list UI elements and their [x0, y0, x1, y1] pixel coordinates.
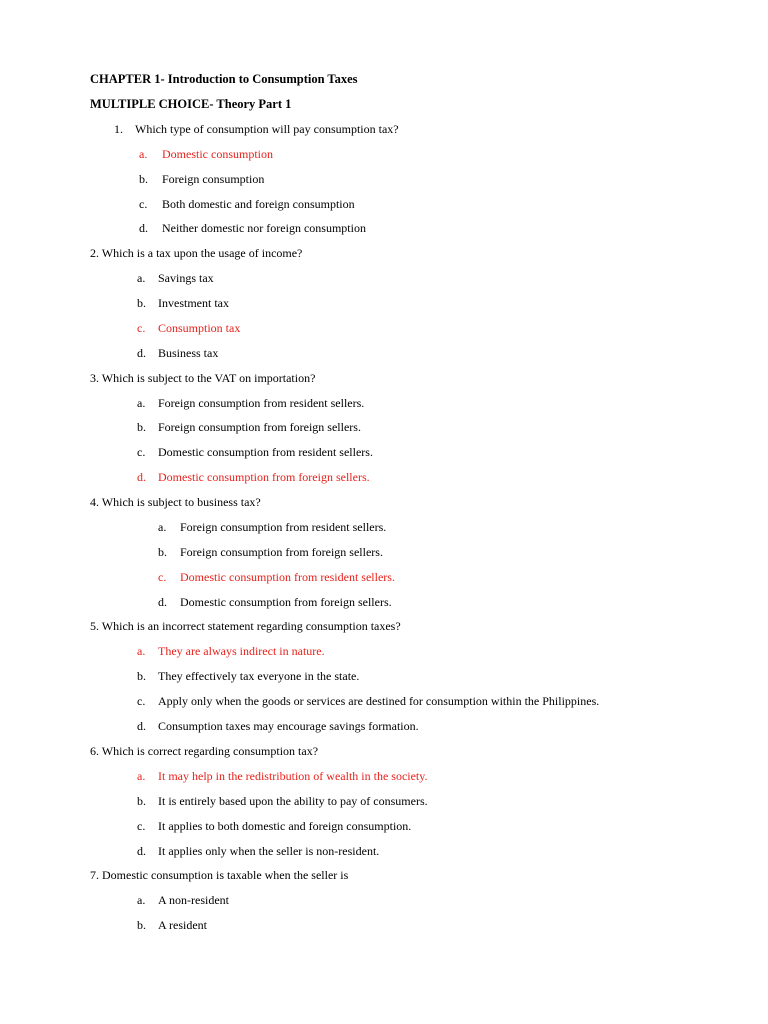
q2-choice-c-letter: c. — [137, 321, 146, 335]
q2-choice-b-letter: b. — [137, 296, 146, 310]
q5-choice-a-letter: a. — [137, 644, 146, 658]
q4-choice-b: Foreign consumption from foreign sellers. — [180, 545, 383, 559]
q4-choice-c-letter: c. — [158, 570, 167, 584]
q1-choice-a-letter: a. — [139, 147, 148, 161]
q5-choice-c: Apply only when the goods or services are destined for consumption within the Philippines. — [158, 694, 600, 708]
q2-choice-d-letter: d. — [137, 346, 146, 360]
q3-choice-d-letter: d. — [137, 470, 146, 484]
q2-choice-d: Business tax — [158, 346, 219, 360]
q4-choice-a-letter: a. — [158, 520, 167, 534]
q6-choice-c: It applies to both domestic and foreign consumption. — [158, 819, 412, 833]
question-5-text: 5. Which is an incorrect statement regarding consumption taxes? — [90, 619, 401, 633]
question-7-text: 7. Domestic consumption is taxable when the seller is — [90, 868, 349, 882]
q5-choice-a: They are always indirect in nature. — [158, 644, 325, 658]
question-4-text: 4. Which is subject to business tax? — [90, 495, 261, 509]
question-6-text: 6. Which is correct regarding consumption tax? — [90, 744, 319, 758]
q7-choice-b-letter: b. — [137, 918, 146, 932]
q4-choice-a: Foreign consumption from resident sellers. — [180, 520, 387, 534]
q6-choice-b-letter: b. — [137, 794, 146, 808]
q1-choice-c-letter: c. — [139, 197, 148, 211]
q2-choice-a-letter: a. — [137, 271, 146, 285]
q3-choice-c-letter: c. — [137, 445, 146, 459]
q3-choice-a: Foreign consumption from resident sellers. — [158, 396, 365, 410]
section-title: MULTIPLE CHOICE- Theory Part 1 — [90, 97, 292, 111]
q1-choice-d-letter: d. — [139, 221, 148, 235]
q5-choice-d-letter: d. — [137, 719, 146, 733]
q4-choice-b-letter: b. — [158, 545, 167, 559]
q1-choice-b: Foreign consumption — [162, 172, 265, 186]
q6-choice-d-letter: d. — [137, 844, 146, 858]
q1-choice-a: Domestic consumption — [162, 147, 273, 161]
question-2-text: 2. Which is a tax upon the usage of income? — [90, 246, 303, 260]
q4-choice-d: Domestic consumption from foreign sellers. — [180, 595, 392, 609]
q6-choice-a: It may help in the redistribution of wealth in the society. — [158, 769, 428, 783]
q7-choice-a: A non-resident — [158, 893, 229, 907]
q7-choice-b: A resident — [158, 918, 207, 932]
q3-choice-a-letter: a. — [137, 396, 146, 410]
q3-choice-c: Domestic consumption from resident sellers. — [158, 445, 373, 459]
q6-choice-b: It is entirely based upon the ability to pay of consumers. — [158, 794, 428, 808]
q4-choice-c: Domestic consumption from resident sellers. — [180, 570, 395, 584]
q1-choice-c: Both domestic and foreign consumption — [162, 197, 355, 211]
question-1-text: Which type of consumption will pay consumption tax? — [135, 122, 399, 136]
q4-choice-d-letter: d. — [158, 595, 167, 609]
chapter-title: CHAPTER 1- Introduction to Consumption Taxes — [90, 72, 358, 86]
q6-choice-d: It applies only when the seller is non-resident. — [158, 844, 380, 858]
q5-choice-b: They effectively tax everyone in the state. — [158, 669, 360, 683]
q1-choice-d: Neither domestic nor foreign consumption — [162, 221, 366, 235]
q2-choice-c: Consumption tax — [158, 321, 241, 335]
q5-choice-c-letter: c. — [137, 694, 146, 708]
q2-choice-b: Investment tax — [158, 296, 229, 310]
q6-choice-a-letter: a. — [137, 769, 146, 783]
q3-choice-b: Foreign consumption from foreign sellers. — [158, 420, 361, 434]
q3-choice-b-letter: b. — [137, 420, 146, 434]
q7-choice-a-letter: a. — [137, 893, 146, 907]
q1-choice-b-letter: b. — [139, 172, 148, 186]
q5-choice-b-letter: b. — [137, 669, 146, 683]
question-3-text: 3. Which is subject to the VAT on importation? — [90, 371, 316, 385]
q5-choice-d: Consumption taxes may encourage savings formation. — [158, 719, 419, 733]
q3-choice-d: Domestic consumption from foreign sellers. — [158, 470, 370, 484]
q6-choice-c-letter: c. — [137, 819, 146, 833]
q2-choice-a: Savings tax — [158, 271, 214, 285]
question-1-number: 1. — [114, 122, 123, 136]
